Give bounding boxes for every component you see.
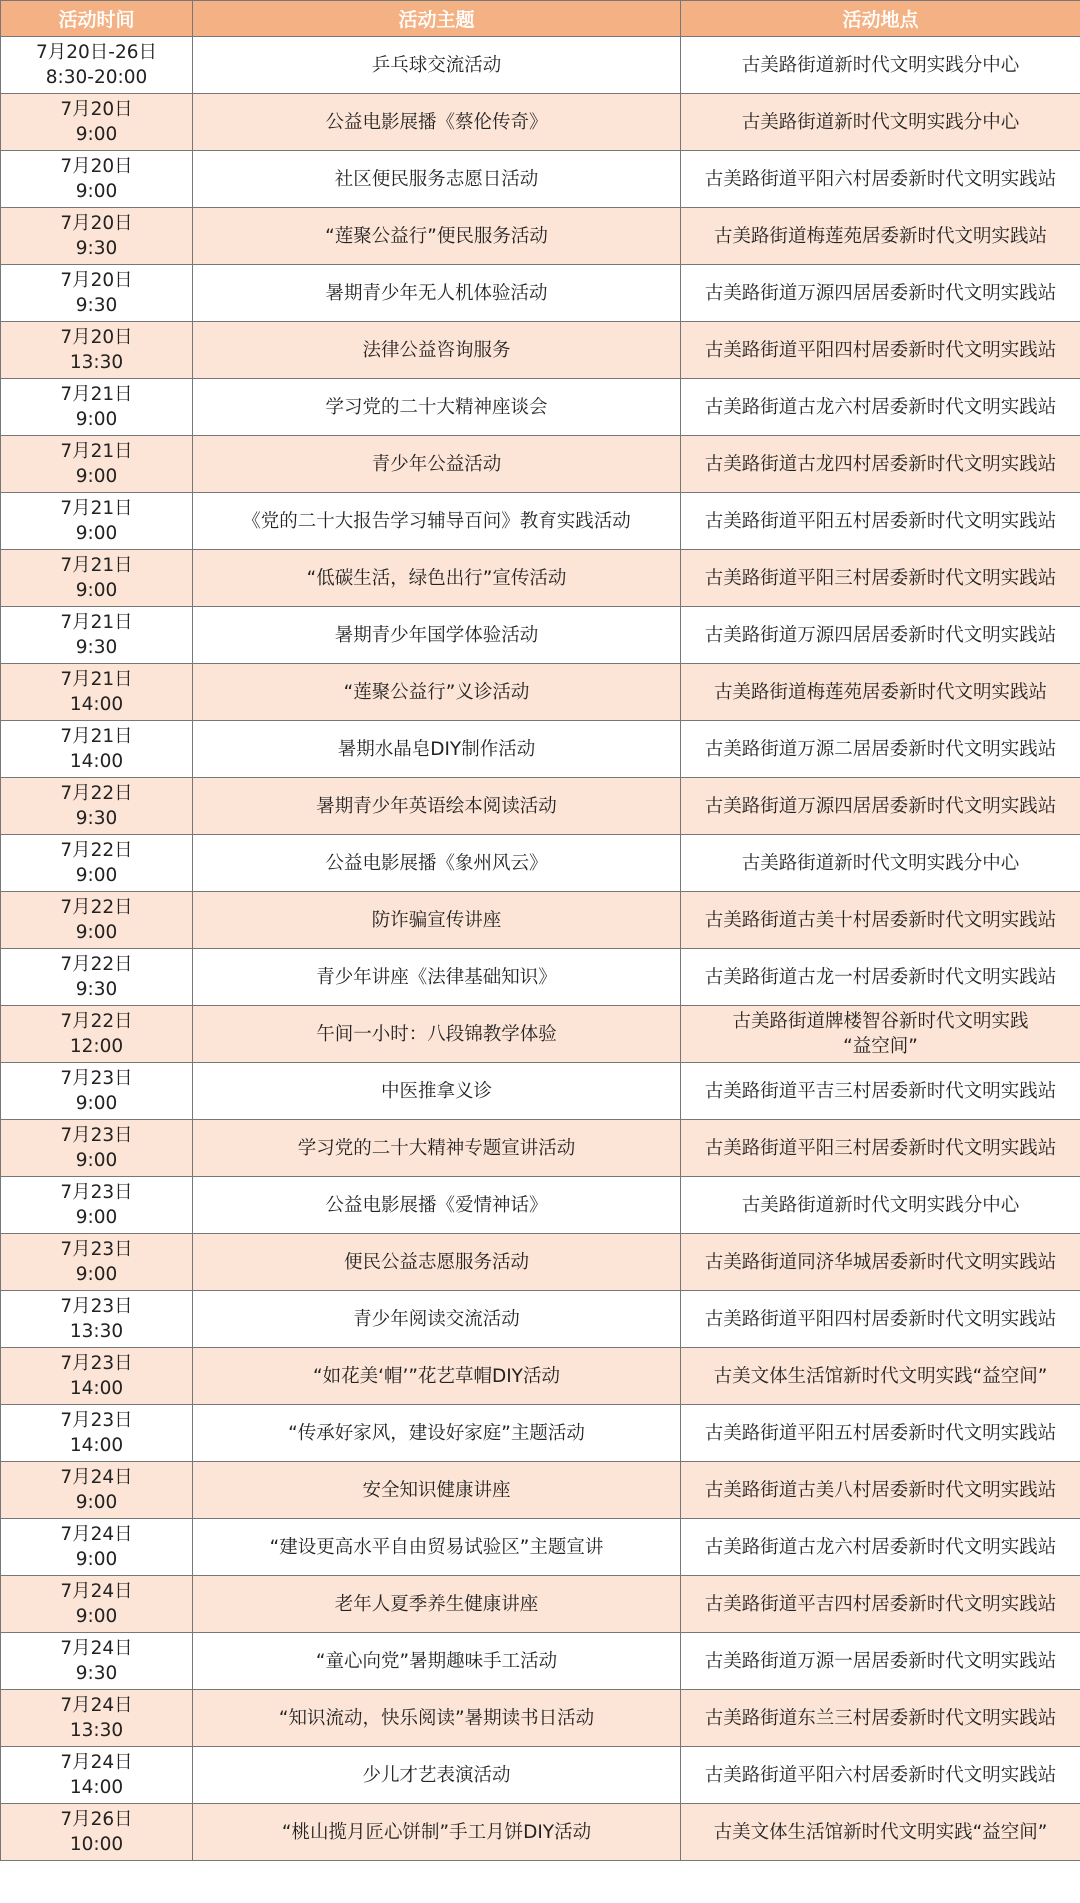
table-row: [1, 1348, 1080, 1405]
cell-theme: 中医推拿义诊: [193, 1063, 681, 1120]
cell-theme: 午间一小时：八段锦教学体验: [193, 1006, 681, 1063]
cell-time: [1, 892, 193, 949]
activity-time: 14:00: [69, 1435, 124, 1456]
table-row: [1, 436, 1080, 493]
cell-time: [1, 265, 193, 322]
cell-theme: 暑期水晶皂DIY制作活动: [193, 721, 681, 778]
table-row: [1, 1405, 1080, 1462]
cell-time: [1, 664, 193, 721]
cell-location: [681, 721, 1080, 778]
activity-date: 7月22日: [60, 897, 133, 918]
table-row: [1, 322, 1080, 379]
location-line: 古美路街道万源四居居委新时代文明实践站: [704, 795, 1057, 817]
cell-time: [1, 1177, 193, 1234]
cell-theme: 青少年阅读交流活动: [193, 1291, 681, 1348]
cell-location: [681, 1063, 1080, 1120]
activity-date: 7月24日: [60, 1695, 133, 1716]
location-line: 古美路街道古美十村居委新时代文明实践站: [704, 909, 1057, 931]
location-line: 古美路街道同济华城居委新时代文明实践站: [704, 1251, 1057, 1273]
cell-location: [681, 664, 1080, 721]
cell-time: [1, 835, 193, 892]
activity-date: 7月21日: [60, 669, 133, 690]
table-row: [1, 1633, 1080, 1690]
table-row: [1, 1063, 1080, 1120]
activity-time: 9:00: [75, 922, 118, 943]
table-row: [1, 550, 1080, 607]
location-line: 古美路街道梅莲苑居委新时代文明实践站: [713, 681, 1047, 703]
location-line: 古美路街道平阳四村居委新时代文明实践站: [704, 339, 1057, 361]
cell-theme: 暑期青少年国学体验活动: [193, 607, 681, 664]
cell-time: [1, 1234, 193, 1291]
location-line: 古美路街道平阳四村居委新时代文明实践站: [704, 1308, 1057, 1330]
activity-date: 7月23日: [60, 1125, 133, 1146]
activity-time: 9:00: [75, 1207, 118, 1228]
table-row: [1, 1462, 1080, 1519]
activity-time: 9:00: [75, 466, 118, 487]
cell-location: [681, 379, 1080, 436]
cell-time: [1, 1348, 193, 1405]
cell-time: [1, 1519, 193, 1576]
cell-time: [1, 208, 193, 265]
activity-time: 9:00: [75, 1150, 118, 1171]
cell-location: [681, 1747, 1080, 1804]
activity-date: 7月21日: [60, 555, 133, 576]
table-row: [1, 607, 1080, 664]
table-row: [1, 1234, 1080, 1291]
cell-theme: 公益电影展播《爱情神话》: [193, 1177, 681, 1234]
cell-theme: 法律公益咨询服务: [193, 322, 681, 379]
cell-location: [681, 37, 1080, 94]
activity-date: 7月20日: [60, 156, 133, 177]
cell-location: [681, 208, 1080, 265]
cell-theme: 公益电影展播《蔡伦传奇》: [193, 94, 681, 151]
location-line: 古美路街道平阳六村居委新时代文明实践站: [704, 168, 1057, 190]
cell-location: [681, 1690, 1080, 1747]
cell-time: [1, 1804, 193, 1861]
location-line: 古美路街道平阳五村居委新时代文明实践站: [704, 510, 1057, 532]
table-row: [1, 94, 1080, 151]
activity-date: 7月24日: [60, 1581, 133, 1602]
location-line: 古美路街道万源四居居委新时代文明实践站: [704, 282, 1057, 304]
activity-time: 13:30: [69, 1720, 124, 1741]
activity-date: 7月22日: [60, 840, 133, 861]
cell-theme: “建设更高水平自由贸易试验区”主题宣讲: [193, 1519, 681, 1576]
activity-time: 12:00: [69, 1036, 124, 1057]
cell-location: [681, 835, 1080, 892]
activity-date: 7月21日: [60, 612, 133, 633]
location-line: 古美路街道梅莲苑居委新时代文明实践站: [713, 225, 1047, 247]
activity-time: 10:00: [69, 1834, 124, 1855]
location-line: 古美路街道新时代文明实践分中心: [741, 1194, 1020, 1216]
cell-time: [1, 1576, 193, 1633]
cell-location: [681, 1804, 1080, 1861]
cell-location: [681, 1006, 1080, 1063]
table-row: [1, 949, 1080, 1006]
table-row: [1, 1291, 1080, 1348]
activity-date: 7月20日: [60, 327, 133, 348]
location-line: 古美路街道新时代文明实践分中心: [741, 852, 1020, 874]
cell-theme: 老年人夏季养生健康讲座: [193, 1576, 681, 1633]
activity-time: 9:30: [75, 808, 118, 829]
activity-time: 9:00: [75, 523, 118, 544]
location-line: 古美路街道平吉三村居委新时代文明实践站: [704, 1080, 1057, 1102]
header-theme: 活动主题: [193, 1, 681, 37]
cell-location: [681, 1633, 1080, 1690]
activity-date: 7月22日: [60, 954, 133, 975]
activity-time: 14:00: [69, 1777, 124, 1798]
table-header-row: [1, 1, 1080, 37]
cell-time: [1, 436, 193, 493]
activity-time: 9:00: [75, 124, 118, 145]
activity-time: 14:00: [69, 751, 124, 772]
cell-theme: 学习党的二十大精神专题宣讲活动: [193, 1120, 681, 1177]
location-line: 古美路街道新时代文明实践分中心: [741, 111, 1020, 133]
activity-time: 14:00: [69, 1378, 124, 1399]
activity-date: 7月24日: [60, 1467, 133, 1488]
activity-date: 7月24日: [60, 1752, 133, 1773]
cell-time: [1, 1291, 193, 1348]
cell-location: [681, 94, 1080, 151]
location-line: 古美路街道万源二居居委新时代文明实践站: [704, 738, 1057, 760]
cell-time: [1, 322, 193, 379]
cell-theme: 安全知识健康讲座: [193, 1462, 681, 1519]
cell-location: [681, 493, 1080, 550]
activity-date: 7月23日: [60, 1410, 133, 1431]
cell-location: [681, 550, 1080, 607]
activity-time: 13:30: [69, 1321, 124, 1342]
cell-location: [681, 1120, 1080, 1177]
table-row: [1, 1747, 1080, 1804]
cell-theme: “知识流动，快乐阅读”暑期读书日活动: [193, 1690, 681, 1747]
cell-theme: 公益电影展播《象州风云》: [193, 835, 681, 892]
activity-date: 7月24日: [60, 1524, 133, 1545]
location-line: 古美路街道万源四居居委新时代文明实践站: [704, 624, 1057, 646]
cell-location: [681, 436, 1080, 493]
cell-theme: 暑期青少年无人机体验活动: [193, 265, 681, 322]
activity-time: 13:30: [69, 352, 124, 373]
cell-time: [1, 94, 193, 151]
location-line: 古美路街道平阳五村居委新时代文明实践站: [704, 1422, 1057, 1444]
location-line: 古美路街道东兰三村居委新时代文明实践站: [704, 1707, 1057, 1729]
cell-time: [1, 1006, 193, 1063]
table-body: [1, 37, 1080, 1861]
cell-theme: “如花美‘帽’”花艺草帽DIY活动: [193, 1348, 681, 1405]
table-row: [1, 835, 1080, 892]
activity-time: 9:00: [75, 1549, 118, 1570]
location-line: 古美路街道古龙一村居委新时代文明实践站: [704, 966, 1057, 988]
location-line: 古美路街道平阳三村居委新时代文明实践站: [704, 1137, 1057, 1159]
activity-time: 9:00: [75, 181, 118, 202]
cell-time: [1, 949, 193, 1006]
table-row: [1, 1177, 1080, 1234]
cell-location: [681, 1291, 1080, 1348]
activity-time: 9:00: [75, 1264, 118, 1285]
location-line: 古美路街道古龙四村居委新时代文明实践站: [704, 453, 1057, 475]
table-row: [1, 664, 1080, 721]
activity-date: 7月22日: [60, 783, 133, 804]
table-row: [1, 1006, 1080, 1063]
cell-location: [681, 892, 1080, 949]
cell-location: [681, 1177, 1080, 1234]
activity-time: 9:00: [75, 1093, 118, 1114]
activity-date: 7月23日: [60, 1182, 133, 1203]
activity-date: 7月23日: [60, 1239, 133, 1260]
location-line: 古美路街道古龙六村居委新时代文明实践站: [704, 1536, 1057, 1558]
cell-time: [1, 607, 193, 664]
cell-time: [1, 1747, 193, 1804]
cell-time: [1, 1633, 193, 1690]
cell-theme: 社区便民服务志愿日活动: [193, 151, 681, 208]
activity-time: 9:30: [75, 979, 118, 1000]
table-row: [1, 1804, 1080, 1861]
location-line: 古美路街道新时代文明实践分中心: [741, 54, 1020, 76]
activity-date: 7月20日: [60, 99, 133, 120]
activity-time: 9:30: [75, 295, 118, 316]
cell-location: [681, 1576, 1080, 1633]
cell-time: [1, 37, 193, 94]
table-row: [1, 1519, 1080, 1576]
activity-time: 9:00: [75, 580, 118, 601]
table-row: [1, 379, 1080, 436]
cell-theme: “莲聚公益行”便民服务活动: [193, 208, 681, 265]
activity-date: 7月24日: [60, 1638, 133, 1659]
cell-theme: 《党的二十大报告学习辅导百问》教育实践活动: [193, 493, 681, 550]
cell-location: [681, 1234, 1080, 1291]
table-row: [1, 1120, 1080, 1177]
table-row: [1, 721, 1080, 778]
activity-date: 7月20日-26日: [35, 42, 158, 63]
cell-time: [1, 379, 193, 436]
location-line: 古美路街道平吉四村居委新时代文明实践站: [704, 1593, 1057, 1615]
activity-date: 7月21日: [60, 726, 133, 747]
cell-location: [681, 949, 1080, 1006]
cell-location: [681, 151, 1080, 208]
location-line: 古美文体生活馆新时代文明实践“益空间”: [713, 1365, 1048, 1387]
cell-location: [681, 265, 1080, 322]
cell-theme: 青少年讲座《法律基础知识》: [193, 949, 681, 1006]
cell-theme: 学习党的二十大精神座谈会: [193, 379, 681, 436]
activity-time: 8:30-20:00: [45, 67, 148, 88]
cell-location: [681, 1519, 1080, 1576]
activity-time: 9:00: [75, 1606, 118, 1627]
location-line: 古美路街道平阳三村居委新时代文明实践站: [704, 567, 1057, 589]
cell-time: [1, 1405, 193, 1462]
cell-theme: 乒乓球交流活动: [193, 37, 681, 94]
cell-time: [1, 1690, 193, 1747]
activity-time: 9:00: [75, 1492, 118, 1513]
cell-location: [681, 607, 1080, 664]
cell-theme: “传承好家风，建设好家庭”主题活动: [193, 1405, 681, 1462]
cell-location: [681, 778, 1080, 835]
activity-date: 7月20日: [60, 213, 133, 234]
activity-time: 9:30: [75, 238, 118, 259]
activity-date: 7月21日: [60, 498, 133, 519]
table-row: [1, 1690, 1080, 1747]
cell-time: [1, 1063, 193, 1120]
activity-time: 9:30: [75, 1663, 118, 1684]
activity-time: 9:00: [75, 865, 118, 886]
cell-location: [681, 1462, 1080, 1519]
cell-location: [681, 1348, 1080, 1405]
table-row: [1, 151, 1080, 208]
table-row: [1, 493, 1080, 550]
activity-time: 14:00: [69, 694, 124, 715]
location-line: 古美路街道万源一居居委新时代文明实践站: [704, 1650, 1057, 1672]
cell-time: [1, 550, 193, 607]
location-line: 古美路街道古美八村居委新时代文明实践站: [704, 1479, 1057, 1501]
cell-theme: 青少年公益活动: [193, 436, 681, 493]
activity-date: 7月20日: [60, 270, 133, 291]
activity-date: 7月23日: [60, 1296, 133, 1317]
cell-time: [1, 1462, 193, 1519]
activity-time: 9:30: [75, 637, 118, 658]
header-time: 活动时间: [1, 1, 193, 37]
location-line: 古美路街道古龙六村居委新时代文明实践站: [704, 396, 1057, 418]
table-row: [1, 265, 1080, 322]
location-line: “益空间”: [843, 1036, 918, 1057]
cell-theme: 暑期青少年英语绘本阅读活动: [193, 778, 681, 835]
activity-date: 7月23日: [60, 1353, 133, 1374]
location-line: 古美路街道牌楼智谷新时代文明实践: [732, 1011, 1029, 1032]
activity-date: 7月22日: [60, 1011, 133, 1032]
table-row: [1, 1576, 1080, 1633]
activity-date: 7月26日: [60, 1809, 133, 1830]
activity-time: 9:00: [75, 409, 118, 430]
cell-theme: 便民公益志愿服务活动: [193, 1234, 681, 1291]
activity-date: 7月23日: [60, 1068, 133, 1089]
cell-theme: “童心向党”暑期趣味手工活动: [193, 1633, 681, 1690]
table-row: [1, 37, 1080, 94]
header-location: 活动地点: [681, 1, 1080, 37]
table-row: [1, 892, 1080, 949]
activity-date: 7月21日: [60, 384, 133, 405]
cell-theme: “莲聚公益行”义诊活动: [193, 664, 681, 721]
cell-theme: 防诈骗宣传讲座: [193, 892, 681, 949]
cell-time: [1, 778, 193, 835]
cell-time: [1, 151, 193, 208]
location-line: 古美文体生活馆新时代文明实践“益空间”: [713, 1821, 1048, 1843]
cell-location: [681, 1405, 1080, 1462]
cell-time: [1, 1120, 193, 1177]
cell-theme: 少儿才艺表演活动: [193, 1747, 681, 1804]
cell-location: [681, 322, 1080, 379]
location-line: 古美路街道平阳六村居委新时代文明实践站: [704, 1764, 1057, 1786]
cell-time: [1, 493, 193, 550]
activity-date: 7月21日: [60, 441, 133, 462]
table-row: [1, 778, 1080, 835]
table-row: [1, 208, 1080, 265]
cell-theme: “低碳生活，绿色出行”宣传活动: [193, 550, 681, 607]
cell-theme: “桃山揽月匠心饼制”手工月饼DIY活动: [193, 1804, 681, 1861]
cell-time: [1, 721, 193, 778]
